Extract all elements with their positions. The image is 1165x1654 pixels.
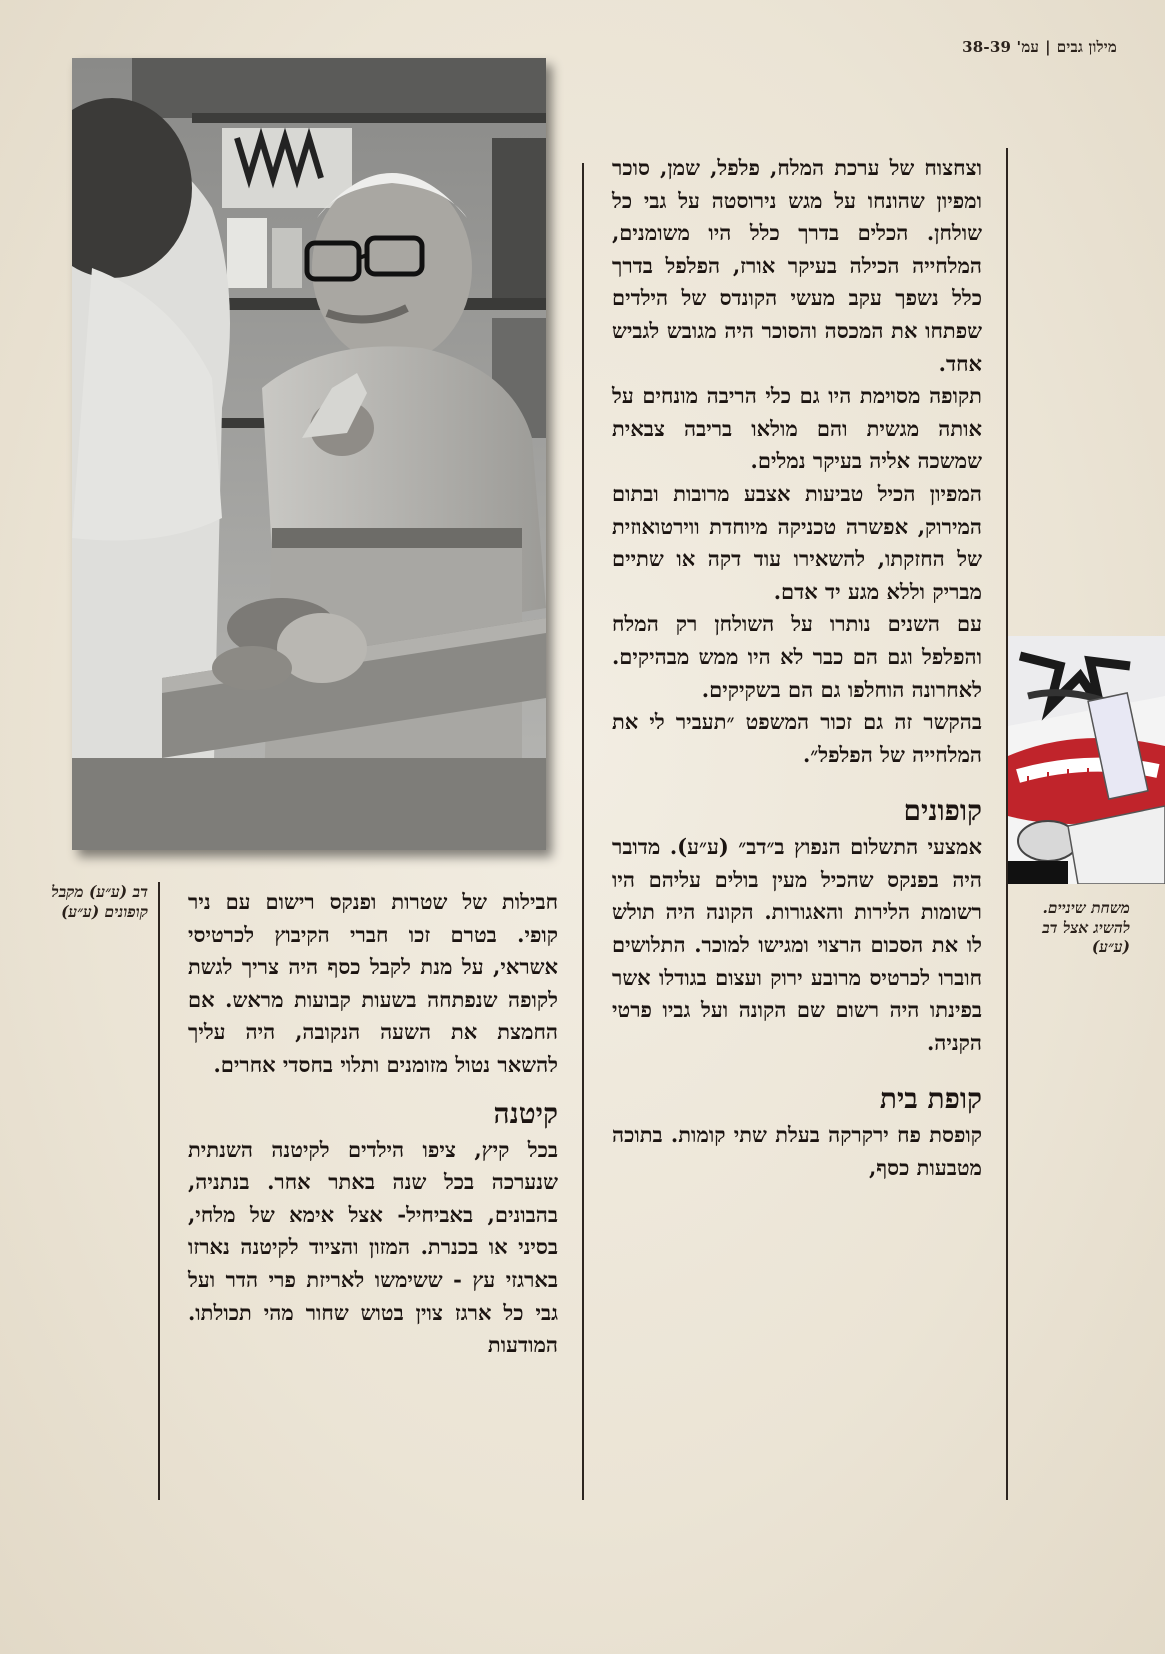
running-header xyxy=(962,38,1117,57)
middle-column-rule xyxy=(582,163,584,1500)
heading-summer-camp: קיטנה xyxy=(493,1096,558,1130)
paragraph-coupons: אמצעי התשלום הנפוץ ב״דב״ (ע״ע). מדובר היה בפנקס שהכיל מעין בולים עליהם היו רשומות הלירות והאגורות. הקונה היה תולש לו את הסכום הרצוי ומגישו למוכר. התלושים חוברו לכרטיס מרובע ירוק ועצום בגודלו אשר בפינתו היה רשום שם הקונה ועל גביו פרטי הקניה. xyxy=(612,834,982,1055)
photo-store-clerk-image xyxy=(72,58,546,850)
photo-caption: דב (ע״ע) מקבל קופונים (ע״ע) xyxy=(51,882,148,921)
right-text-column xyxy=(612,152,982,1185)
heading-coupons: קופונים xyxy=(903,794,982,828)
toothpaste-ad-graphic xyxy=(1008,636,1165,884)
left-column-rule xyxy=(158,882,160,1500)
paragraph-years: עם השנים נותרו על השולחן רק המלח והפלפל וגם הם כבר לא היו ממש מבהיקים. לאחרונה הוחלפו גם הם בשקיקים. xyxy=(612,611,982,702)
paragraph-saying: בהקשר זה גם זכור המשפט ״תעביר לי את המלחייה של הפלפל״. xyxy=(612,709,982,767)
ad-caption: משחת שיניים. להשיג אצל דב (ע״ע) xyxy=(1042,898,1130,956)
heading-home-cashbox: קופת בית xyxy=(879,1082,982,1116)
right-column-rule xyxy=(1006,148,1008,1500)
toothpaste-ad-image xyxy=(1008,636,1165,884)
paragraph-summer-camp: בכל קיץ, ציפו הילדים לקיטנה השנתית שנערכה בכל שנה באתר אחר. בנתניה, בהבונים, באביחיל- אצל אימא של מלחי, בסיני או בכנרת. המזון והציוד לקיטנה נארזו בארגזי עץ - ששימשו לאריזת פרי הדר ועל גבי כל ארגז צוין בטוש שחור מהי תכולתו. המודעות xyxy=(188,1136,558,1358)
paragraph-jam: תקופה מסוימת היו גם כלי הריבה מונחים על אותה מגשית והם מולאו בריבה צבאית שמשכה אליה בעיקר נמלים. xyxy=(612,383,982,474)
left-text-column xyxy=(188,886,558,1362)
paragraph-condiments: וצחצוח של ערכת המלח, פלפל, שמן, סוכר ומפיון שהונחו על מגש נירוסטה על גבי כל שולחן. הכלים בדרך כלל היו משומנים, המלחייה הכילה בעיקר אורז, הפלפל בדרך כלל נשפך עקב מעשי הקונדס של הילדים שפתחו את המכסה והסוכר היה מגובש לגביש אחד. xyxy=(612,155,982,376)
paragraph-cash-office: חבילות של שטרות ופנקס רישום עם ניר קופי. בטרם זכו חברי הקיבוץ לכרטיסי אשראי, על מנת לקבל כסף היה צריך לגשת לקופה שנפתחה בשעות קבועות מראש. אם החמצת את השעה הנקובה, היה עליך להשאר נטול מזומנים ותלוי בחסדי אחרים. xyxy=(188,889,558,1077)
header-separator: | xyxy=(1045,38,1051,56)
paragraph-cashbox: קופסת פח ירקרקה בעלת שתי קומות. בתוכה מטבעות כסף, xyxy=(612,1122,982,1181)
archive-photo xyxy=(72,58,546,850)
header-title: מילון גבים xyxy=(1056,38,1117,56)
header-pages: עמ' 38-39 xyxy=(962,38,1040,56)
paragraph-napkin: המפיון הכיל טביעות אצבע מרובות ובתום המירוק, אפשרה טכניקה מיוחדת ווירטואוזית של החזקתו, להשאירו עוד דקה או שתיים מבריק וללא מגע יד אדם. xyxy=(612,480,982,604)
